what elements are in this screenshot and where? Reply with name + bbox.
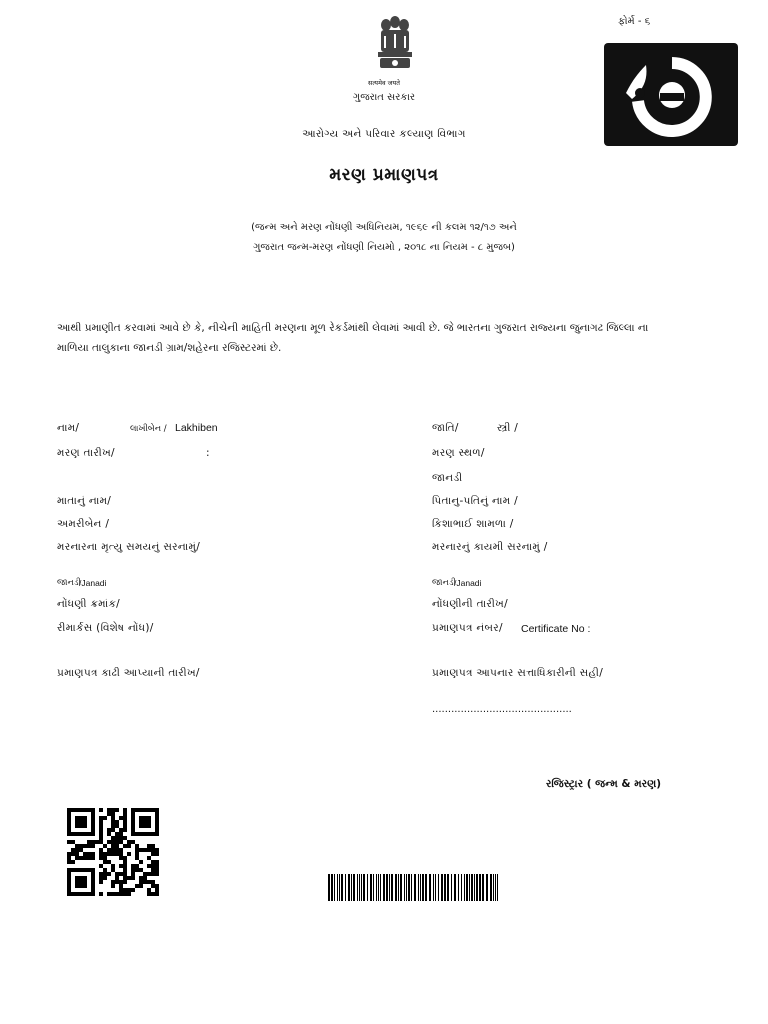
certification-text-line-2: માળિયા તાલુકાના જાનડી ગ્રામ/શહેરના રજિસ્ટરમાં છે. bbox=[57, 342, 282, 354]
mother-name-label: માતાનું નામ/ bbox=[57, 495, 112, 507]
mother-name-value: અમરીબેન / bbox=[57, 518, 110, 530]
death-date-value: : bbox=[206, 447, 210, 459]
signature-line: ............................................ bbox=[432, 704, 572, 715]
certificate-number-label-english: Certificate No : bbox=[521, 623, 591, 635]
department-name: આરોગ્ય અને પરિવાર કલ્યાણ વિભાગ bbox=[302, 128, 466, 140]
address-at-death-label: મરનારના મૃત્યુ સમયનું સરનામું/ bbox=[57, 541, 201, 553]
certificate-number-label-gujarati: પ્રમાણપત્ર નંબર/ bbox=[432, 622, 503, 634]
father-name-value: કિશાભાઈ શામળા / bbox=[432, 518, 514, 530]
government-name: ગુજરાત સરકાર bbox=[352, 92, 416, 103]
emblem-motto: सत्यमेव जयते bbox=[368, 79, 400, 87]
subtitle-line-1: (જન્મ અને મરણ નોંધણી અધિનિયમ, ૧૯૬૯ ની કલમ ૧૨/૧૭ અને bbox=[251, 222, 517, 233]
subtitle-line-2: ગુજરાત જન્મ-મરણ નોંધણી નિયમો , ૨૦૧૮ ના નિયમ - ૮ મુજબ) bbox=[253, 242, 515, 253]
sex-label: જાતિ/ bbox=[432, 422, 459, 434]
certificate-title: મરણ પ્રમાણપત્ર bbox=[329, 165, 439, 185]
permanent-address-value-gujarati: જાનડી bbox=[432, 578, 456, 588]
issue-date-label: પ્રમાણપત્ર કાઢી આપ્યાની તારીખ/ bbox=[57, 667, 200, 679]
address-at-death-value-english: /Janadi bbox=[79, 578, 107, 588]
certification-text-line-1: આથી પ્રમાણીત કરવામાં આવે છે કે, નીચેની માહિતી મરણના મૂળ રેકર્ડમાંથી લેવામાં આવી છે. જે ભારતના ગુજરાત રાજ્યના જુનાગઢ જિલ્લા ના bbox=[57, 322, 649, 334]
address-at-death-value-gujarati: જાનડી bbox=[57, 578, 81, 588]
form-number: ફોર્મ - ૬ bbox=[618, 16, 651, 27]
remarks-label: રીમાર્કસ (વિશેષ નોંધ)/ bbox=[57, 622, 154, 634]
registrar-title: રજિસ્ટ્રાર ( જન્મ & મરણ) bbox=[546, 778, 662, 790]
national-emblem-icon bbox=[372, 12, 418, 76]
sex-value: સ્ત્રી / bbox=[497, 422, 519, 434]
barcode-icon bbox=[328, 874, 500, 901]
name-value-english: Lakhiben bbox=[175, 422, 218, 434]
registration-date-label: નોંધણીની તારીખ/ bbox=[432, 598, 508, 610]
registration-number-label: નોંધણી ક્રમાંક/ bbox=[57, 598, 120, 610]
father-name-label: પિતાનુ-પતિનું નામ / bbox=[432, 495, 518, 507]
permanent-address-value-english: /Janadi bbox=[454, 578, 482, 588]
death-date-label: મરણ તારીખ/ bbox=[57, 447, 115, 459]
death-place-label: મરણ સ્થળ/ bbox=[432, 447, 485, 459]
permanent-address-label: મરનારનું કાયમી સરનામું / bbox=[432, 541, 548, 553]
qr-code-icon bbox=[67, 808, 159, 896]
name-value-gujarati: લાખીબેન / bbox=[130, 424, 167, 434]
death-place-value: જાનડી bbox=[432, 472, 463, 484]
name-label: નામ/ bbox=[57, 422, 80, 434]
issuer-signature-label: પ્રમાણપત્ર આપનાર સત્તાધિકારીની સહી/ bbox=[432, 667, 604, 679]
